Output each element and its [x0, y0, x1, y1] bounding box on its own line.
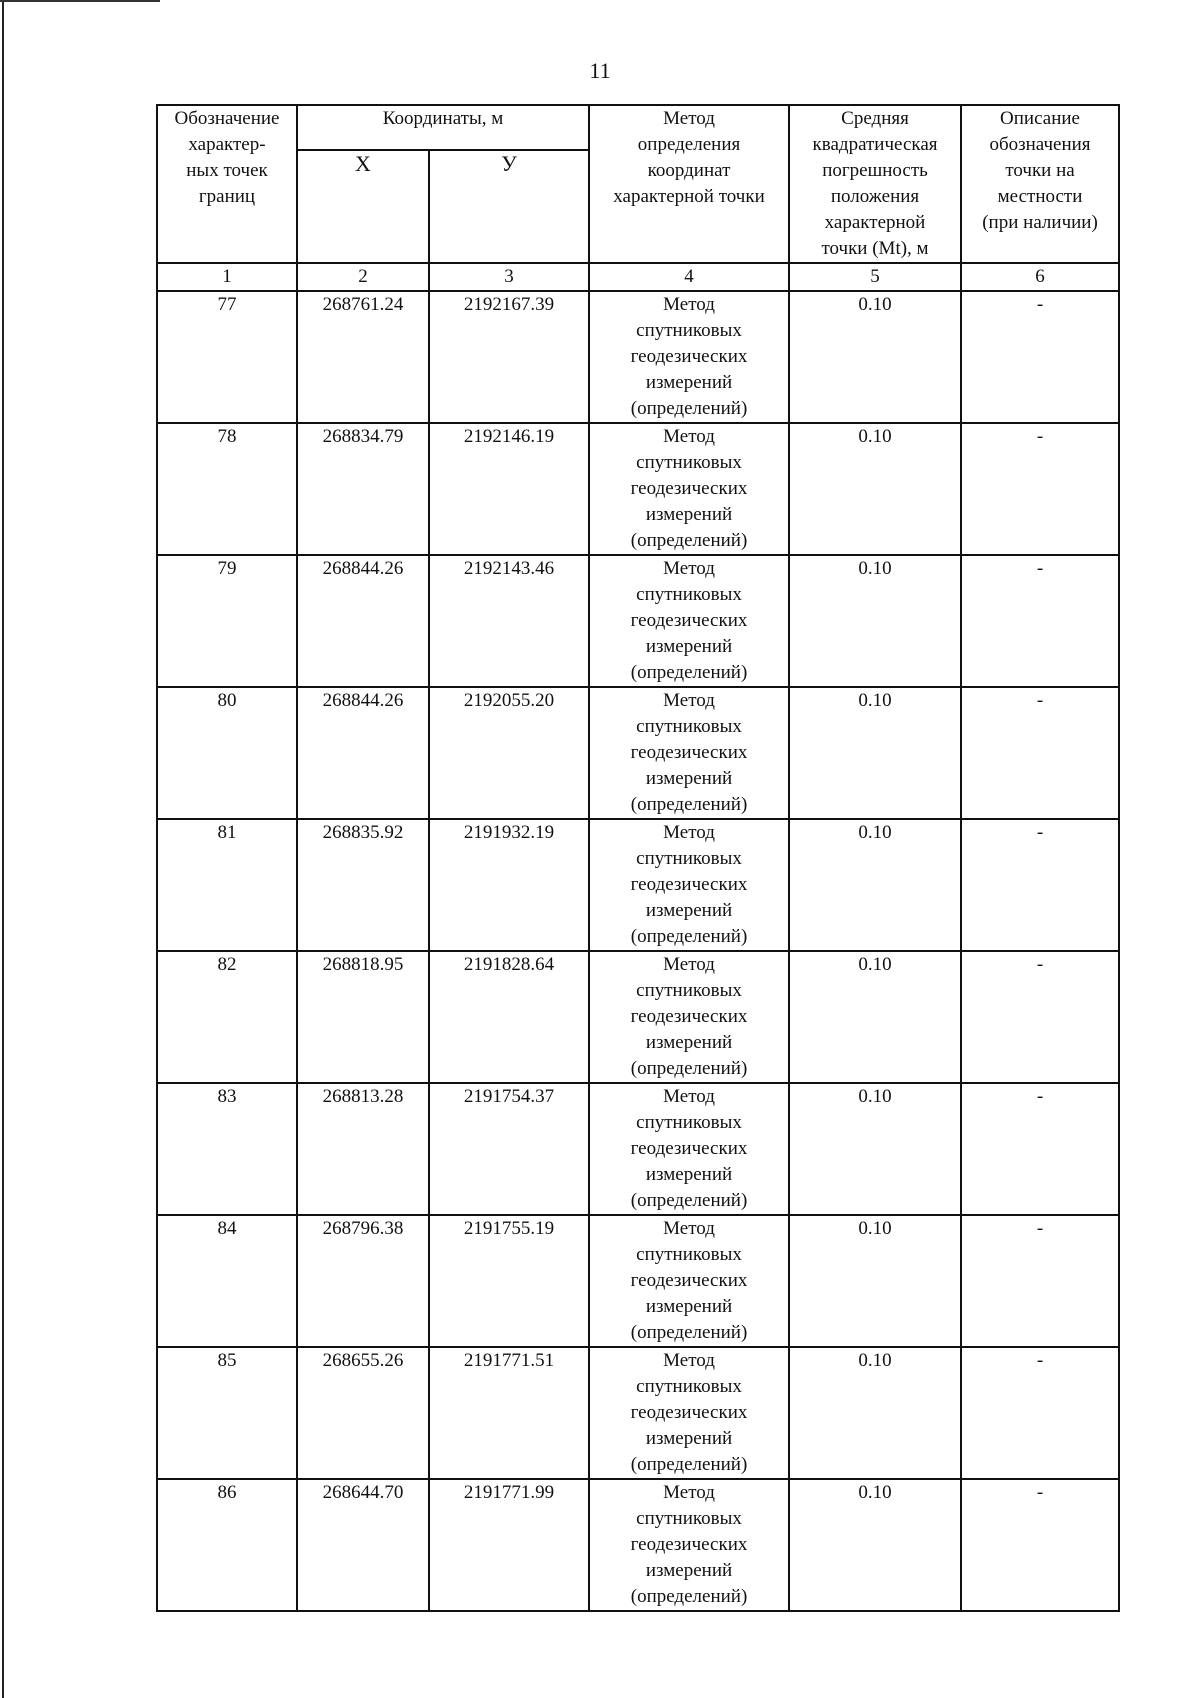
header-description [961, 105, 1119, 263]
method-line: Метод [663, 558, 715, 579]
method-cell [589, 1083, 789, 1215]
description-cell: - [961, 819, 1119, 951]
table-body [157, 291, 1119, 1611]
header-error-line: точки (Mt), м [821, 238, 929, 259]
header-point-line: ных точек [186, 160, 268, 181]
header-method-line: Метод [663, 108, 715, 129]
method-line: спутниковых [636, 1244, 742, 1265]
method-line: измерений [645, 1560, 733, 1581]
column-number: 6 [961, 263, 1119, 291]
method-line: спутниковых [636, 848, 742, 869]
header-point-line: Обозначение [174, 108, 280, 129]
y-coordinate-cell: 2191754.37 [429, 1083, 589, 1215]
method-line: геодезических [630, 1006, 748, 1027]
method-line: спутниковых [636, 1376, 742, 1397]
method-line: (определений) [630, 662, 748, 683]
method-cell [589, 555, 789, 687]
method-line: спутниковых [636, 1508, 742, 1529]
method-cell [589, 423, 789, 555]
table-row [157, 819, 1119, 951]
scan-edge-top [0, 0, 160, 2]
header-method-line: определения [637, 134, 741, 155]
method-cell [589, 951, 789, 1083]
point-number-cell: 81 [157, 819, 297, 951]
point-number-cell: 78 [157, 423, 297, 555]
header-x: Х [297, 150, 429, 263]
column-number: 5 [789, 263, 961, 291]
header-description-line: Описание [1000, 108, 1080, 129]
description-cell: - [961, 1215, 1119, 1347]
table-row [157, 291, 1119, 423]
method-line: геодезических [630, 874, 748, 895]
mean-error-cell: 0.10 [789, 1347, 961, 1479]
header-error-line: квадратическая [812, 134, 938, 155]
method-line: измерений [645, 1164, 733, 1185]
table-row [157, 423, 1119, 555]
header-coordinates: Координаты, м [297, 105, 589, 150]
x-coordinate-cell: 268655.26 [297, 1347, 429, 1479]
y-coordinate-cell: 2192143.46 [429, 555, 589, 687]
table-row [157, 1479, 1119, 1611]
header-point-line: границ [198, 186, 256, 207]
y-coordinate-cell: 2191755.19 [429, 1215, 589, 1347]
method-line: измерений [645, 768, 733, 789]
header-error-line: Средняя [841, 108, 909, 129]
mean-error-cell: 0.10 [789, 555, 961, 687]
y-coordinate-cell: 2191771.51 [429, 1347, 589, 1479]
method-line: (определений) [630, 1058, 748, 1079]
method-line: Метод [663, 954, 715, 975]
scan-edge-left [2, 0, 4, 1698]
method-line: измерений [645, 504, 733, 525]
method-line: измерений [645, 900, 733, 921]
method-cell [589, 687, 789, 819]
x-coordinate-cell: 268644.70 [297, 1479, 429, 1611]
description-cell: - [961, 1347, 1119, 1479]
method-line: Метод [663, 1218, 715, 1239]
mean-error-cell: 0.10 [789, 1215, 961, 1347]
point-number-cell: 77 [157, 291, 297, 423]
method-line: геодезических [630, 1402, 748, 1423]
header-error-line: положения [830, 186, 920, 207]
header-description-line: (при наличии) [982, 212, 1098, 233]
method-line: Метод [663, 690, 715, 711]
method-line: измерений [645, 1296, 733, 1317]
description-cell: - [961, 291, 1119, 423]
point-number-cell: 84 [157, 1215, 297, 1347]
header-method-line: координат [647, 160, 731, 181]
x-coordinate-cell: 268761.24 [297, 291, 429, 423]
description-cell: - [961, 423, 1119, 555]
method-line: (определений) [630, 1586, 748, 1607]
method-cell [589, 1347, 789, 1479]
y-coordinate-cell: 2191771.99 [429, 1479, 589, 1611]
coordinates-table [156, 104, 1120, 1612]
table-row [157, 1083, 1119, 1215]
method-cell [589, 819, 789, 951]
header-y: У [429, 150, 589, 263]
mean-error-cell: 0.10 [789, 291, 961, 423]
header-description-line: точки на [1005, 160, 1075, 181]
point-number-cell: 85 [157, 1347, 297, 1479]
mean-error-cell: 0.10 [789, 951, 961, 1083]
method-line: Метод [663, 294, 715, 315]
description-cell: - [961, 951, 1119, 1083]
y-coordinate-cell: 2191932.19 [429, 819, 589, 951]
method-line: (определений) [630, 794, 748, 815]
page-number: 11 [589, 58, 611, 83]
description-cell: - [961, 1479, 1119, 1611]
method-line: спутниковых [636, 1112, 742, 1133]
method-line: (определений) [630, 398, 748, 419]
header-error-line: погрешность [822, 160, 928, 181]
method-cell [589, 291, 789, 423]
method-line: (определений) [630, 1190, 748, 1211]
method-line: (определений) [630, 926, 748, 947]
header-point-line: характер- [188, 134, 266, 155]
x-coordinate-cell: 268835.92 [297, 819, 429, 951]
mean-error-cell: 0.10 [789, 819, 961, 951]
x-coordinate-cell: 268818.95 [297, 951, 429, 1083]
method-line: (определений) [630, 1454, 748, 1475]
method-line: Метод [663, 426, 715, 447]
method-line: спутниковых [636, 320, 742, 341]
method-line: (определений) [630, 530, 748, 551]
table-row [157, 1215, 1119, 1347]
table-row [157, 687, 1119, 819]
method-line: геодезических [630, 1534, 748, 1555]
point-number-cell: 80 [157, 687, 297, 819]
column-number: 4 [589, 263, 789, 291]
method-line: геодезических [630, 1138, 748, 1159]
method-line: Метод [663, 1350, 715, 1371]
header-description-line: обозначения [989, 134, 1091, 155]
method-line: геодезических [630, 478, 748, 499]
header-method-line: характерной точки [613, 186, 765, 207]
header-mean-error [789, 105, 961, 263]
method-cell [589, 1215, 789, 1347]
method-line: измерений [645, 1428, 733, 1449]
method-line: измерений [645, 372, 733, 393]
point-number-cell: 82 [157, 951, 297, 1083]
method-line: спутниковых [636, 716, 742, 737]
method-line: Метод [663, 822, 715, 843]
method-line: геодезических [630, 610, 748, 631]
header-error-line: характерной [824, 212, 926, 233]
column-number-row [157, 263, 1119, 291]
method-line: спутниковых [636, 452, 742, 473]
method-line: Метод [663, 1482, 715, 1503]
method-line: Метод [663, 1086, 715, 1107]
description-cell: - [961, 687, 1119, 819]
column-number: 2 [297, 263, 429, 291]
method-cell [589, 1479, 789, 1611]
point-number-cell: 86 [157, 1479, 297, 1611]
x-coordinate-cell: 268796.38 [297, 1215, 429, 1347]
method-line: спутниковых [636, 980, 742, 1001]
header-point-designation [157, 105, 297, 263]
method-line: геодезических [630, 1270, 748, 1291]
x-coordinate-cell: 268844.26 [297, 687, 429, 819]
method-line: спутниковых [636, 584, 742, 605]
point-number-cell: 83 [157, 1083, 297, 1215]
column-number: 1 [157, 263, 297, 291]
x-coordinate-cell: 268813.28 [297, 1083, 429, 1215]
mean-error-cell: 0.10 [789, 423, 961, 555]
y-coordinate-cell: 2192055.20 [429, 687, 589, 819]
method-line: (определений) [630, 1322, 748, 1343]
x-coordinate-cell: 268834.79 [297, 423, 429, 555]
table-row [157, 1347, 1119, 1479]
mean-error-cell: 0.10 [789, 1479, 961, 1611]
y-coordinate-cell: 2192146.19 [429, 423, 589, 555]
mean-error-cell: 0.10 [789, 1083, 961, 1215]
column-number: 3 [429, 263, 589, 291]
mean-error-cell: 0.10 [789, 687, 961, 819]
method-line: геодезических [630, 742, 748, 763]
table-row [157, 555, 1119, 687]
method-line: измерений [645, 636, 733, 657]
y-coordinate-cell: 2192167.39 [429, 291, 589, 423]
header-method [589, 105, 789, 263]
table-row [157, 951, 1119, 1083]
x-coordinate-cell: 268844.26 [297, 555, 429, 687]
point-number-cell: 79 [157, 555, 297, 687]
description-cell: - [961, 1083, 1119, 1215]
y-coordinate-cell: 2191828.64 [429, 951, 589, 1083]
header-description-line: местности [997, 186, 1083, 207]
description-cell: - [961, 555, 1119, 687]
method-line: геодезических [630, 346, 748, 367]
method-line: измерений [645, 1032, 733, 1053]
